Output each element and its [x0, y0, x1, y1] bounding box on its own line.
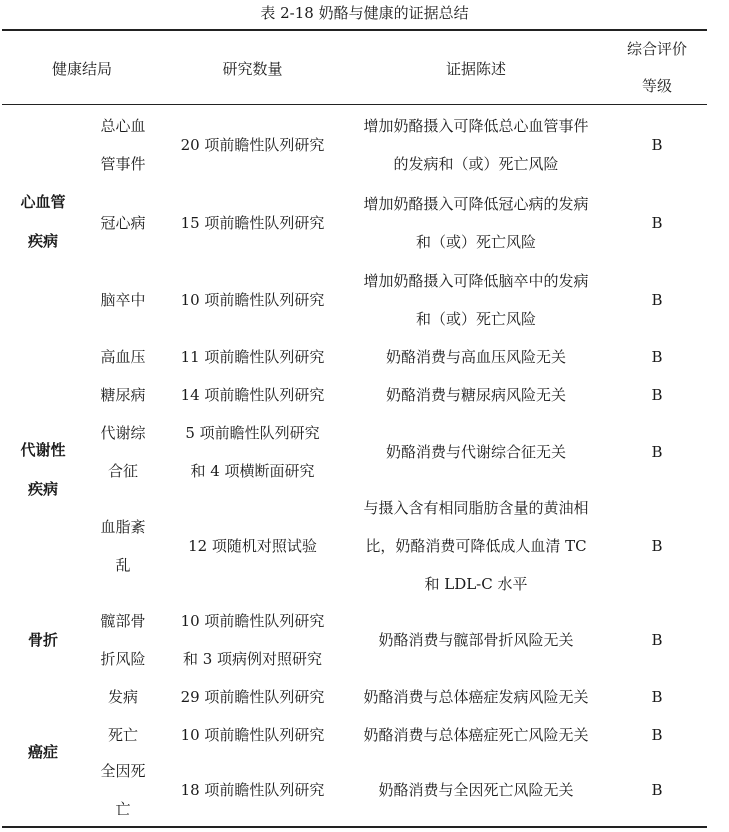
outcome-cell [84, 602, 162, 678]
grade-cell: B [651, 291, 663, 309]
evidence-cell [345, 414, 607, 490]
studies-cell-line: 10 项前瞻性队列研究 [180, 726, 325, 744]
top-rule [2, 29, 707, 31]
studies-cell [160, 414, 345, 490]
outcome-cell [84, 376, 162, 414]
studies-cell-line: 和 4 项横断面研究 [190, 462, 315, 480]
grade-cell: B [651, 214, 663, 232]
grade-cell: B [651, 688, 663, 706]
studies-cell-line: 10 项前瞻性队列研究 [180, 291, 325, 309]
studies-cell-line: 18 项前瞻性队列研究 [180, 781, 325, 799]
grade-cell: B [651, 781, 663, 799]
grade-cell: B [651, 348, 663, 366]
evidence-cell-line: 奶酪消费与总体癌症死亡风险无关 [363, 726, 589, 744]
evidence-cell-line: 和（或）死亡风险 [415, 310, 536, 328]
studies-cell-line: 12 项随机对照试验 [188, 537, 317, 555]
evidence-cell-line: 奶酪消费与髋部骨折风险无关 [378, 631, 574, 649]
header-studies: 研究数量 [222, 59, 283, 78]
bottom-rule [2, 826, 707, 828]
evidence-cell-line: 与摄入含有相同脂肪含量的黄油相 [363, 499, 589, 517]
studies-cell-line: 29 项前瞻性队列研究 [180, 688, 325, 706]
table-row [0, 602, 729, 678]
outcome-cell [84, 678, 162, 716]
outcome-cell [84, 184, 162, 262]
evidence-cell [345, 678, 607, 716]
outcome-cell [84, 490, 162, 602]
header-rule [2, 104, 707, 105]
table-title: 表 2-18 奶酪与健康的证据总结 [260, 4, 469, 22]
evidence-cell [345, 338, 607, 376]
studies-cell-line: 15 项前瞻性队列研究 [180, 214, 325, 232]
grade-cell: B [651, 537, 663, 555]
outcome-cell-line: 高血压 [100, 348, 146, 366]
table-row [0, 716, 729, 754]
outcome-cell [84, 106, 162, 184]
studies-cell [160, 754, 345, 826]
outcome-cell-line: 糖尿病 [100, 386, 146, 404]
studies-cell [160, 602, 345, 678]
evidence-cell-line: 奶酪消费与总体癌症发病风险无关 [363, 688, 589, 706]
evidence-cell-line: 增加奶酪摄入可降低总心血管事件 [363, 117, 589, 135]
outcome-cell [84, 716, 162, 754]
outcome-cell [84, 338, 162, 376]
table-row [0, 376, 729, 414]
studies-cell-line: 11 项前瞻性队列研究 [180, 348, 325, 366]
outcome-cell [84, 754, 162, 826]
studies-cell [160, 184, 345, 262]
group-label-line2: 疾病 [27, 480, 58, 498]
evidence-cell-line: 和 LDL-C 水平 [424, 575, 528, 593]
studies-cell [160, 490, 345, 602]
grade-cell: B [651, 443, 663, 461]
outcome-cell-line: 脑卒中 [100, 291, 146, 309]
outcome-cell [84, 262, 162, 338]
grade-cell: B [651, 631, 663, 649]
evidence-cell-line: 和（或）死亡风险 [415, 233, 536, 251]
grade-cell: B [651, 386, 663, 404]
outcome-cell-line: 乱 [115, 556, 131, 574]
outcome-cell-line: 血脂紊 [100, 518, 146, 536]
evidence-cell [345, 184, 607, 262]
outcome-cell-line: 亡 [115, 800, 131, 818]
outcome-cell [84, 414, 162, 490]
studies-cell-line: 和 3 项病例对照研究 [182, 650, 323, 668]
header-outcome: 健康结局 [51, 59, 112, 78]
evidence-cell [345, 716, 607, 754]
evidence-cell [345, 376, 607, 414]
studies-cell [160, 262, 345, 338]
studies-cell [160, 376, 345, 414]
group-label-line1: 癌症 [27, 742, 58, 761]
studies-cell-line: 5 项前瞻性队列研究 [185, 424, 320, 442]
header-grade-line1: 综合评价 [626, 40, 687, 58]
table-row [0, 338, 729, 376]
evidence-cell-line: 奶酪消费与糖尿病风险无关 [385, 386, 566, 404]
grade-cell: B [651, 136, 663, 154]
studies-cell-line: 20 项前瞻性队列研究 [180, 136, 325, 154]
outcome-cell-line: 总心血 [100, 117, 146, 135]
table-row [0, 678, 729, 716]
outcome-cell-line: 髋部骨 [100, 612, 146, 630]
evidence-cell-line: 比，奶酪消费可降低成人血清 TC [365, 537, 587, 555]
outcome-cell-line: 冠心病 [100, 214, 146, 232]
grade-cell: B [651, 726, 663, 744]
studies-cell [160, 338, 345, 376]
outcome-cell-line: 发病 [107, 688, 138, 706]
studies-cell [160, 106, 345, 184]
table-row [0, 490, 729, 602]
outcome-cell-line: 全因死 [100, 762, 146, 780]
studies-cell-line: 10 项前瞻性队列研究 [180, 612, 325, 630]
table-row [0, 414, 729, 490]
header-grade-line2: 等级 [641, 77, 672, 95]
evidence-cell-line: 奶酪消费与代谢综合征无关 [385, 443, 566, 461]
outcome-cell-line: 合征 [107, 462, 138, 480]
evidence-cell [345, 490, 607, 602]
evidence-cell-line: 奶酪消费与高血压风险无关 [385, 348, 566, 366]
studies-cell [160, 716, 345, 754]
evidence-cell [345, 262, 607, 338]
evidence-cell [345, 602, 607, 678]
outcome-cell-line: 死亡 [107, 726, 138, 744]
table-row [0, 262, 729, 338]
evidence-cell-line: 奶酪消费与全因死亡风险无关 [378, 781, 574, 799]
outcome-cell-line: 代谢综 [100, 424, 146, 442]
outcome-cell-line: 折风险 [100, 650, 146, 668]
group-label-line1: 代谢性 [20, 441, 66, 459]
studies-cell-line: 14 项前瞻性队列研究 [180, 386, 325, 404]
group-label-line2: 疾病 [27, 232, 58, 250]
table-row [0, 106, 729, 184]
evidence-cell [345, 106, 607, 184]
evidence-cell-line: 的发病和（或）死亡风险 [393, 155, 559, 173]
evidence-cell [345, 754, 607, 826]
studies-cell [160, 678, 345, 716]
outcome-cell-line: 管事件 [100, 155, 146, 173]
header-evidence: 证据陈述 [445, 59, 506, 78]
table-row [0, 184, 729, 262]
table-row [0, 754, 729, 826]
group-label-line1: 骨折 [27, 630, 58, 649]
header-grade [607, 34, 707, 102]
evidence-cell-line: 增加奶酪摄入可降低冠心病的发病 [363, 195, 589, 213]
evidence-cell-line: 增加奶酪摄入可降低脑卒中的发病 [363, 272, 589, 290]
group-label-line1: 心血管 [20, 193, 66, 211]
